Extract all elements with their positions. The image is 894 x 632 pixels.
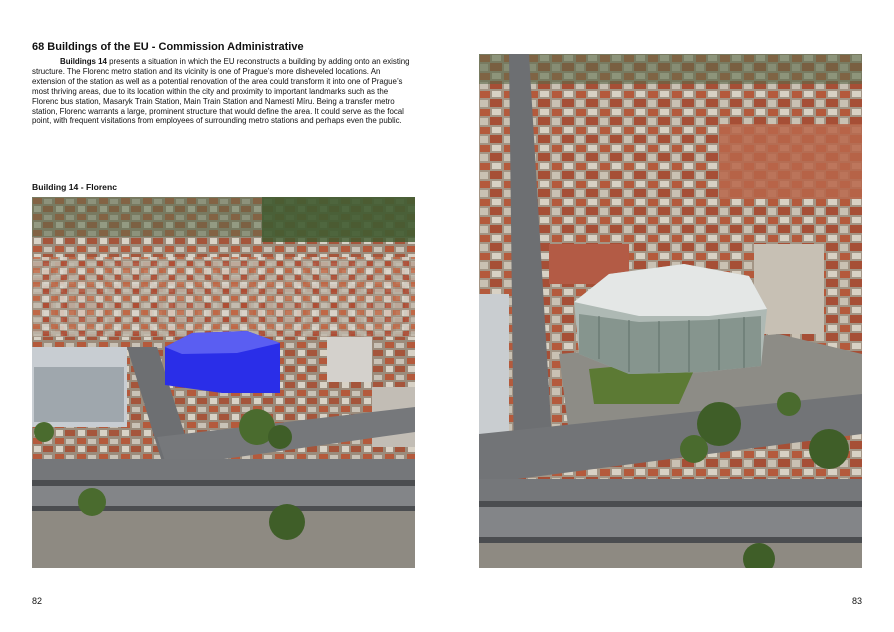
figure-caption: Building 14 - Florenc bbox=[32, 182, 117, 192]
body-paragraph bbox=[32, 57, 416, 126]
page-number-right: 83 bbox=[851, 596, 862, 606]
aerial-photo-left bbox=[32, 197, 415, 568]
section-title: 68 Buildings of the EU - Commission Administrative bbox=[32, 41, 304, 53]
body-text: presents a situation in which the EU reconstructs a building by adding onto an existing structure. The Florenc metro station and its vicinity is one of Prague’s more disheveled locations. An extension of the station as well as a potential renovation of the area could transform it into one of Prague’s most thriving areas, due to its location within the city and proximity to important landmarks such as the Florenc bus station, Masaryk Train Station, Main Train Station and Namestí Míru. Being a transfer metro station, Florenc warrants a large, prominent structure that would define the area. It could serve as the focal point, with frequent visitations from employees of surrounding metro stations and perhaps even the public. bbox=[32, 57, 410, 126]
page-number-left: 82 bbox=[32, 596, 43, 606]
aerial-render-right bbox=[479, 54, 862, 568]
body-lead: Buildings 14 bbox=[60, 57, 107, 66]
